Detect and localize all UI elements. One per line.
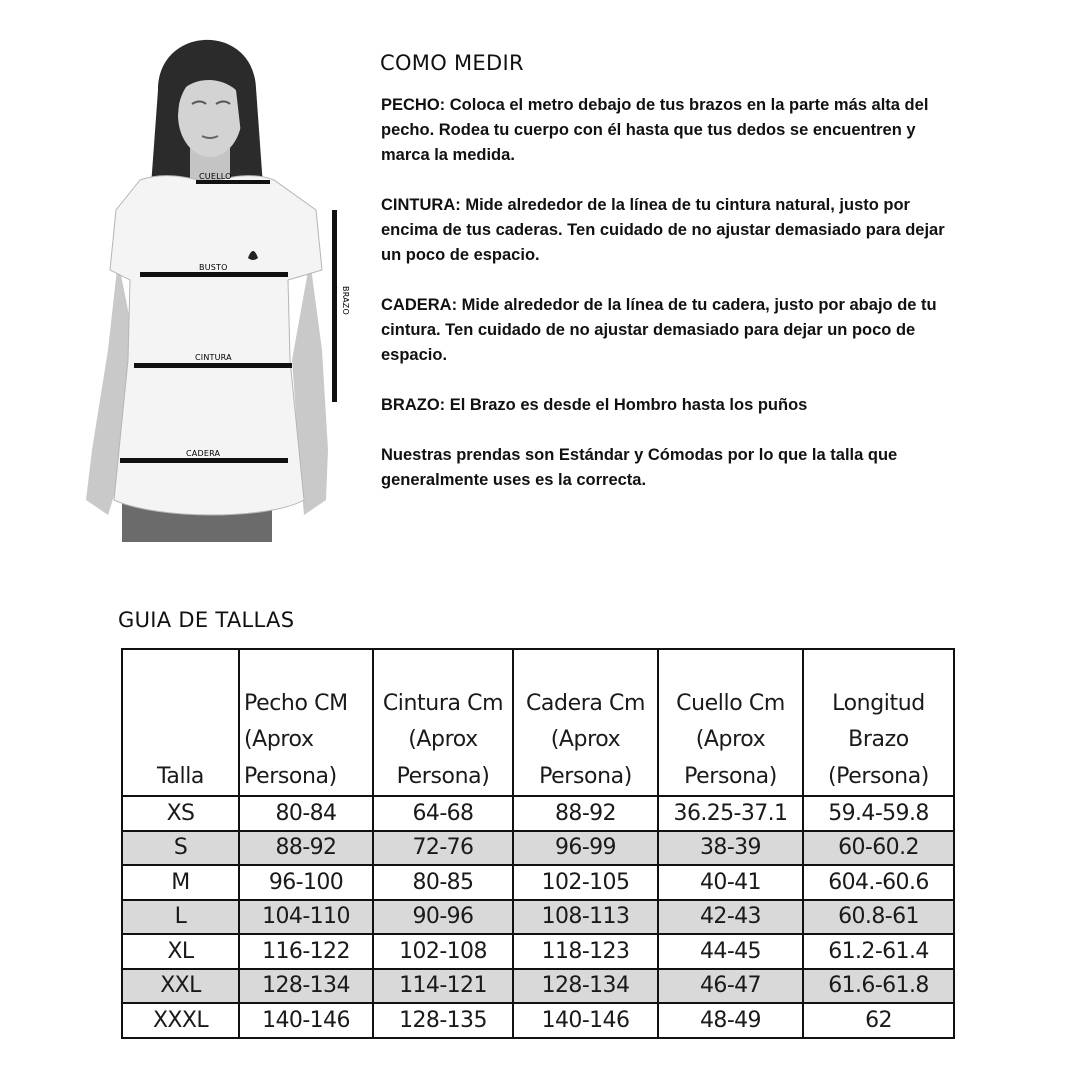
hip-cell: 108-113 <box>513 900 658 935</box>
neck-cell: 36.25-37.1 <box>658 796 803 831</box>
fit-note: Nuestras prendas son Estándar y Cómodas por lo que la talla que generalmente uses es la correcta. <box>381 446 898 489</box>
model-illustration <box>78 30 368 542</box>
size-cell: XS <box>122 796 239 831</box>
neck-label: CUELLO <box>199 172 232 181</box>
waist-cell: 114-121 <box>373 969 513 1004</box>
table-row <box>122 1003 954 1038</box>
table-row <box>122 969 954 1004</box>
size-cell: XXL <box>122 969 239 1004</box>
size-cell: L <box>122 900 239 935</box>
size-cell: XL <box>122 934 239 969</box>
chest-cell: 128-134 <box>239 969 373 1004</box>
size-cell: XXXL <box>122 1003 239 1038</box>
waist-cell: 102-108 <box>373 934 513 969</box>
size-guide-title: GUIA DE TALLAS <box>118 608 295 632</box>
chest-cell: 140-146 <box>239 1003 373 1038</box>
neck-cell: 46-47 <box>658 969 803 1004</box>
bust-line <box>140 272 288 277</box>
chest-cell: 88-92 <box>239 831 373 866</box>
arm-line <box>332 210 337 402</box>
table-row <box>122 900 954 935</box>
hip-line <box>120 458 288 463</box>
header-arm-length: Longitud Brazo (Persona) <box>803 649 954 796</box>
neck-cell: 40-41 <box>658 865 803 900</box>
chest-cell: 96-100 <box>239 865 373 900</box>
model-figure <box>78 30 368 542</box>
arm-cell: 59.4-59.8 <box>803 796 954 831</box>
hip-cell: 96-99 <box>513 831 658 866</box>
chest-cell: 116-122 <box>239 934 373 969</box>
arm-cell: 60.8-61 <box>803 900 954 935</box>
waist-label: CINTURA <box>195 353 232 362</box>
chest-cell: 104-110 <box>239 900 373 935</box>
arm-cell: 604.-60.6 <box>803 865 954 900</box>
arm-label: BRAZO <box>341 286 350 315</box>
header-hip: Cadera Cm (Aprox Persona) <box>513 649 658 796</box>
arm-cell: 62 <box>803 1003 954 1038</box>
neck-cell: 48-49 <box>658 1003 803 1038</box>
waist-cell: 80-85 <box>373 865 513 900</box>
waist-cell: 72-76 <box>373 831 513 866</box>
hip-label: CADERA <box>186 449 221 458</box>
header-size: Talla <box>122 649 239 796</box>
table-row <box>122 831 954 866</box>
chest-cell: 80-84 <box>239 796 373 831</box>
chest-instruction: PECHO: Coloca el metro debajo de tus brazos en la parte más alta del pecho. Rodea tu cuerpo con él hasta que tus dedos se encuentren y marca la medida. <box>381 96 929 164</box>
hip-cell: 88-92 <box>513 796 658 831</box>
neck-cell: 42-43 <box>658 900 803 935</box>
hip-cell: 128-134 <box>513 969 658 1004</box>
size-cell: S <box>122 831 239 866</box>
hip-cell: 140-146 <box>513 1003 658 1038</box>
hip-cell: 102-105 <box>513 865 658 900</box>
arm-cell: 61.6-61.8 <box>803 969 954 1004</box>
how-to-measure-title: COMO MEDIR <box>380 51 524 75</box>
arm-cell: 60-60.2 <box>803 831 954 866</box>
table-row <box>122 796 954 831</box>
neck-cell: 44-45 <box>658 934 803 969</box>
header-waist: Cintura Cm (Aprox Persona) <box>373 649 513 796</box>
hip-instruction: CADERA: Mide alrededor de la línea de tu cadera, justo por abajo de tu cintura. Ten cuidado de no ajustar demasiado para dejar un poco de espacio. <box>381 296 937 364</box>
header-chest: Pecho CM (Aprox Persona) <box>239 649 373 796</box>
arm-cell: 61.2-61.4 <box>803 934 954 969</box>
waist-cell: 64-68 <box>373 796 513 831</box>
table-row <box>122 865 954 900</box>
bust-label: BUSTO <box>199 263 228 272</box>
size-guide-table <box>121 648 955 1039</box>
header-neck: Cuello Cm (Aprox Persona) <box>658 649 803 796</box>
waist-instruction: CINTURA: Mide alrededor de la línea de tu cintura natural, justo por encima de tus caderas. Ten cuidado de no ajustar demasiado para dejar un poco de espacio. <box>381 196 945 264</box>
waist-cell: 128-135 <box>373 1003 513 1038</box>
arm-instruction: BRAZO: El Brazo es desde el Hombro hasta los puños <box>381 396 808 414</box>
table-row <box>122 934 954 969</box>
table-header-row <box>122 649 954 796</box>
hip-cell: 118-123 <box>513 934 658 969</box>
neck-cell: 38-39 <box>658 831 803 866</box>
how-to-measure-instructions <box>381 93 961 518</box>
waist-cell: 90-96 <box>373 900 513 935</box>
size-cell: M <box>122 865 239 900</box>
waist-line <box>134 363 292 368</box>
